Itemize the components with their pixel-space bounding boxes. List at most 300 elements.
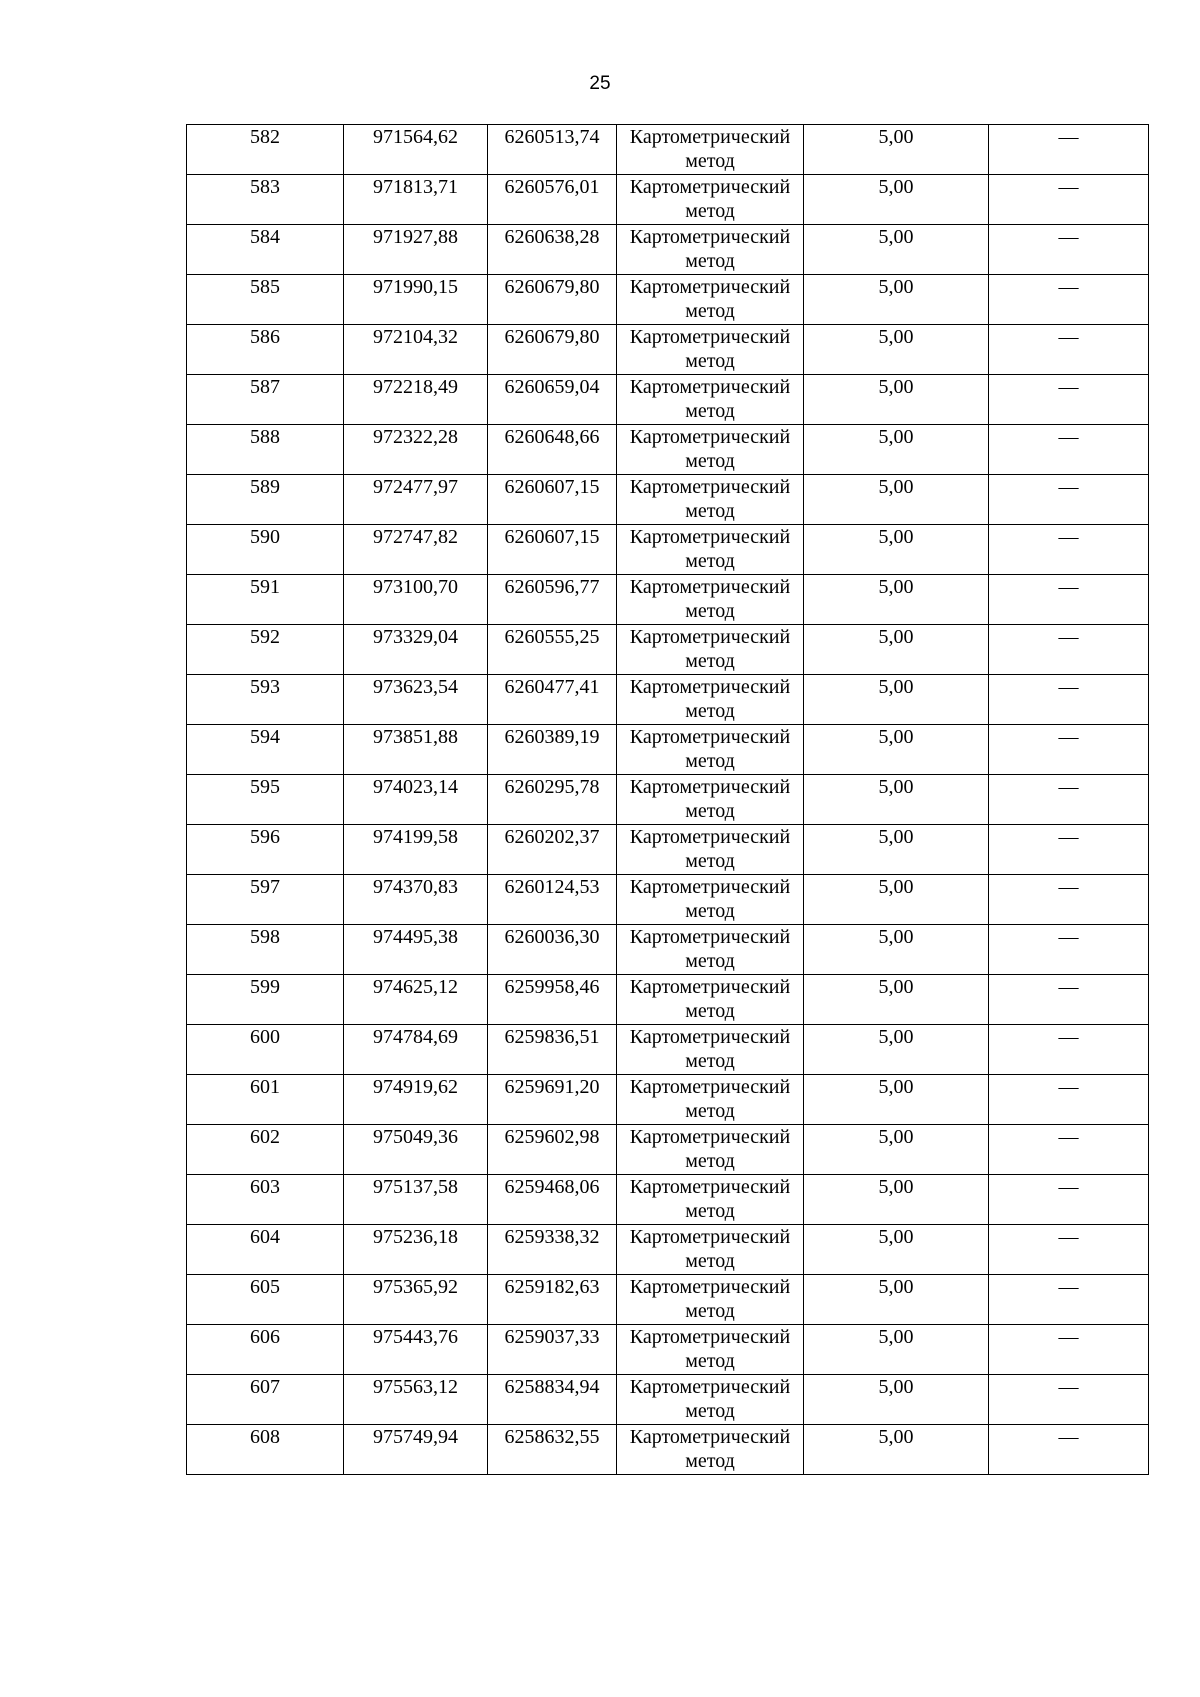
method-text: Картометрический метод: [629, 926, 791, 972]
coordinate-x-cell: [344, 675, 488, 725]
accuracy-text: 5,00: [878, 576, 914, 598]
coordinate-y-text: 6258834,94: [504, 1376, 600, 1398]
method-text: Картометрический метод: [629, 226, 791, 272]
coordinate-x-cell: [344, 1325, 488, 1375]
coordinate-x-text: 974199,58: [373, 826, 458, 848]
coordinate-x-text: 975365,92: [373, 1276, 458, 1298]
point-number-text: 582: [250, 126, 280, 148]
note-text: —: [1058, 1076, 1079, 1098]
note-text: —: [1058, 326, 1079, 348]
coordinate-x-cell: [344, 525, 488, 575]
coordinate-y-cell: [488, 925, 617, 975]
coordinate-y-text: 6259691,20: [504, 1076, 600, 1098]
coordinate-y-text: 6260036,30: [504, 926, 600, 948]
coordinate-y-cell: [488, 125, 617, 175]
note-text: —: [1058, 476, 1079, 498]
method-cell: [617, 375, 804, 425]
method-text: Картометрический метод: [629, 1176, 791, 1222]
accuracy-text: 5,00: [878, 176, 914, 198]
method-cell: [617, 725, 804, 775]
coordinate-x-text: 971927,88: [373, 226, 458, 248]
accuracy-cell: [804, 1075, 989, 1125]
method-cell: [617, 775, 804, 825]
table-row: [187, 1275, 1149, 1325]
accuracy-cell: [804, 925, 989, 975]
coordinate-x-text: 975236,18: [373, 1226, 458, 1248]
accuracy-text: 5,00: [878, 1026, 914, 1048]
note-cell: [989, 225, 1149, 275]
accuracy-cell: [804, 475, 989, 525]
coordinate-x-cell: [344, 975, 488, 1025]
method-text: Картометрический метод: [629, 1426, 791, 1472]
point-number-cell: [187, 1375, 344, 1425]
point-number-text: 587: [250, 376, 280, 398]
method-text: Картометрический метод: [629, 1376, 791, 1422]
accuracy-text: 5,00: [878, 276, 914, 298]
coordinate-y-cell: [488, 825, 617, 875]
accuracy-cell: [804, 675, 989, 725]
method-text: Картометрический метод: [629, 1126, 791, 1172]
note-text: —: [1058, 826, 1079, 848]
table-row: [187, 1175, 1149, 1225]
method-text: Картометрический метод: [629, 876, 791, 922]
accuracy-text: 5,00: [878, 1276, 914, 1298]
table-row: [187, 625, 1149, 675]
method-cell: [617, 325, 804, 375]
method-cell: [617, 125, 804, 175]
coordinate-x-cell: [344, 1225, 488, 1275]
note-text: —: [1058, 1326, 1079, 1348]
coordinate-y-cell: [488, 1425, 617, 1475]
point-number-text: 594: [250, 726, 280, 748]
coordinate-y-cell: [488, 325, 617, 375]
method-text: Картометрический метод: [629, 526, 791, 572]
point-number-cell: [187, 775, 344, 825]
table-row: [187, 425, 1149, 475]
method-cell: [617, 1125, 804, 1175]
coordinate-x-text: 972477,97: [373, 476, 458, 498]
table-row: [187, 675, 1149, 725]
method-cell: [617, 925, 804, 975]
accuracy-text: 5,00: [878, 976, 914, 998]
accuracy-cell: [804, 1175, 989, 1225]
note-cell: [989, 275, 1149, 325]
note-cell: [989, 1125, 1149, 1175]
point-number-cell: [187, 675, 344, 725]
note-text: —: [1058, 1176, 1079, 1198]
note-cell: [989, 1375, 1149, 1425]
point-number-text: 585: [250, 276, 280, 298]
method-text: Картометрический метод: [629, 776, 791, 822]
point-number-cell: [187, 725, 344, 775]
method-cell: [617, 1275, 804, 1325]
coordinate-y-text: 6260576,01: [504, 176, 600, 198]
coordinate-x-text: 971564,62: [373, 126, 458, 148]
table-row: [187, 775, 1149, 825]
accuracy-cell: [804, 825, 989, 875]
accuracy-cell: [804, 775, 989, 825]
coordinate-y-text: 6260477,41: [504, 676, 600, 698]
note-cell: [989, 675, 1149, 725]
note-text: —: [1058, 876, 1079, 898]
coordinate-y-text: 6260596,77: [504, 576, 600, 598]
method-cell: [617, 975, 804, 1025]
coordinate-y-text: 6260638,28: [504, 226, 600, 248]
coordinate-y-cell: [488, 675, 617, 725]
method-cell: [617, 675, 804, 725]
coordinate-y-text: 6260555,25: [504, 626, 600, 648]
note-cell: [989, 375, 1149, 425]
coordinate-y-text: 6259836,51: [504, 1026, 600, 1048]
point-number-text: 595: [250, 776, 280, 798]
table-row: [187, 875, 1149, 925]
coordinate-y-cell: [488, 1225, 617, 1275]
note-cell: [989, 1425, 1149, 1475]
coordinate-x-text: 975137,58: [373, 1176, 458, 1198]
method-cell: [617, 1225, 804, 1275]
coordinate-y-text: 6260389,19: [504, 726, 600, 748]
point-number-cell: [187, 925, 344, 975]
point-number-cell: [187, 175, 344, 225]
accuracy-cell: [804, 625, 989, 675]
coordinate-x-text: 973623,54: [373, 676, 458, 698]
note-cell: [989, 525, 1149, 575]
point-number-cell: [187, 575, 344, 625]
coordinate-x-text: 974023,14: [373, 776, 458, 798]
table-row: [187, 1325, 1149, 1375]
accuracy-text: 5,00: [878, 376, 914, 398]
coordinate-y-text: 6260648,66: [504, 426, 600, 448]
method-cell: [617, 225, 804, 275]
point-number-cell: [187, 1025, 344, 1075]
point-number-text: 589: [250, 476, 280, 498]
accuracy-text: 5,00: [878, 1426, 914, 1448]
method-text: Картометрический метод: [629, 326, 791, 372]
coordinate-x-cell: [344, 325, 488, 375]
method-cell: [617, 625, 804, 675]
point-number-cell: [187, 1125, 344, 1175]
coordinate-y-cell: [488, 175, 617, 225]
method-cell: [617, 525, 804, 575]
note-cell: [989, 325, 1149, 375]
accuracy-cell: [804, 1025, 989, 1075]
accuracy-text: 5,00: [878, 676, 914, 698]
method-text: Картометрический метод: [629, 376, 791, 422]
accuracy-cell: [804, 725, 989, 775]
coordinate-y-text: 6258632,55: [504, 1426, 600, 1448]
method-cell: [617, 1425, 804, 1475]
coordinate-x-text: 972104,32: [373, 326, 458, 348]
coordinate-y-cell: [488, 975, 617, 1025]
coordinate-y-text: 6259182,63: [504, 1276, 600, 1298]
table-row: [187, 825, 1149, 875]
coordinate-y-cell: [488, 1175, 617, 1225]
table-row: [187, 925, 1149, 975]
coordinate-y-text: 6260295,78: [504, 776, 600, 798]
coordinate-y-text: 6259468,06: [504, 1176, 600, 1198]
accuracy-text: 5,00: [878, 526, 914, 548]
note-text: —: [1058, 976, 1079, 998]
coordinate-x-text: 972218,49: [373, 376, 458, 398]
point-number-cell: [187, 425, 344, 475]
method-cell: [617, 475, 804, 525]
coordinate-x-text: 974370,83: [373, 876, 458, 898]
note-text: —: [1058, 1276, 1079, 1298]
coordinate-x-cell: [344, 275, 488, 325]
note-cell: [989, 875, 1149, 925]
coordinate-x-cell: [344, 1125, 488, 1175]
coordinate-y-cell: [488, 1375, 617, 1425]
point-number-cell: [187, 1425, 344, 1475]
accuracy-text: 5,00: [878, 826, 914, 848]
accuracy-cell: [804, 225, 989, 275]
note-cell: [989, 175, 1149, 225]
note-cell: [989, 925, 1149, 975]
note-text: —: [1058, 676, 1079, 698]
point-number-cell: [187, 1075, 344, 1125]
coordinate-x-text: 971990,15: [373, 276, 458, 298]
method-cell: [617, 1175, 804, 1225]
point-number-text: 603: [250, 1176, 280, 1198]
table-row: [187, 975, 1149, 1025]
method-text: Картометрический метод: [629, 726, 791, 772]
method-cell: [617, 175, 804, 225]
accuracy-text: 5,00: [878, 1076, 914, 1098]
method-cell: [617, 575, 804, 625]
note-text: —: [1058, 176, 1079, 198]
note-cell: [989, 1075, 1149, 1125]
accuracy-text: 5,00: [878, 1326, 914, 1348]
coordinate-y-cell: [488, 425, 617, 475]
point-number-cell: [187, 1275, 344, 1325]
coordinate-y-text: 6259037,33: [504, 1326, 600, 1348]
table-row: [187, 725, 1149, 775]
point-number-text: 599: [250, 976, 280, 998]
method-text: Картометрический метод: [629, 276, 791, 322]
point-number-text: 605: [250, 1276, 280, 1298]
method-text: Картометрический метод: [629, 1326, 791, 1372]
method-text: Картометрический метод: [629, 476, 791, 522]
point-number-text: 584: [250, 226, 280, 248]
method-cell: [617, 1075, 804, 1125]
method-text: Картометрический метод: [629, 1276, 791, 1322]
point-number-cell: [187, 525, 344, 575]
accuracy-text: 5,00: [878, 876, 914, 898]
accuracy-text: 5,00: [878, 726, 914, 748]
note-cell: [989, 775, 1149, 825]
page-number: 25: [589, 73, 611, 94]
note-cell: [989, 1325, 1149, 1375]
note-text: —: [1058, 726, 1079, 748]
coordinate-y-cell: [488, 575, 617, 625]
coordinate-y-cell: [488, 1075, 617, 1125]
method-text: Картометрический метод: [629, 576, 791, 622]
point-number-text: 592: [250, 626, 280, 648]
note-text: —: [1058, 576, 1079, 598]
accuracy-text: 5,00: [878, 776, 914, 798]
table-row: [187, 225, 1149, 275]
accuracy-cell: [804, 1375, 989, 1425]
method-cell: [617, 275, 804, 325]
table-row: [187, 375, 1149, 425]
accuracy-cell: [804, 575, 989, 625]
coordinate-y-cell: [488, 375, 617, 425]
coordinate-x-text: 975749,94: [373, 1426, 458, 1448]
coordinate-y-cell: [488, 775, 617, 825]
accuracy-cell: [804, 275, 989, 325]
point-number-text: 602: [250, 1126, 280, 1148]
note-cell: [989, 1025, 1149, 1075]
accuracy-text: 5,00: [878, 1126, 914, 1148]
accuracy-text: 5,00: [878, 126, 914, 148]
coordinate-y-text: 6260607,15: [504, 526, 600, 548]
table-row: [187, 1375, 1149, 1425]
table-row: [187, 175, 1149, 225]
coordinate-x-text: 973851,88: [373, 726, 458, 748]
table-row: [187, 1025, 1149, 1075]
coordinate-x-cell: [344, 1275, 488, 1325]
method-text: Картометрический метод: [629, 126, 791, 172]
method-cell: [617, 425, 804, 475]
coordinate-x-cell: [344, 575, 488, 625]
point-number-text: 586: [250, 326, 280, 348]
accuracy-cell: [804, 975, 989, 1025]
coordinate-y-cell: [488, 475, 617, 525]
accuracy-cell: [804, 1325, 989, 1375]
note-text: —: [1058, 1426, 1079, 1448]
coordinate-x-cell: [344, 125, 488, 175]
coordinate-x-cell: [344, 1025, 488, 1075]
note-text: —: [1058, 776, 1079, 798]
note-text: —: [1058, 926, 1079, 948]
coordinate-y-cell: [488, 1325, 617, 1375]
point-number-cell: [187, 625, 344, 675]
coordinate-y-cell: [488, 225, 617, 275]
coordinate-y-cell: [488, 1275, 617, 1325]
accuracy-cell: [804, 425, 989, 475]
method-text: Картометрический метод: [629, 626, 791, 672]
accuracy-cell: [804, 375, 989, 425]
table-row: [187, 1125, 1149, 1175]
coordinate-y-cell: [488, 1025, 617, 1075]
accuracy-cell: [804, 1275, 989, 1325]
point-number-cell: [187, 475, 344, 525]
note-cell: [989, 1175, 1149, 1225]
coordinate-x-text: 972322,28: [373, 426, 458, 448]
note-cell: [989, 825, 1149, 875]
table-row: [187, 475, 1149, 525]
coordinate-y-cell: [488, 525, 617, 575]
point-number-cell: [187, 275, 344, 325]
note-cell: [989, 1275, 1149, 1325]
method-text: Картометрический метод: [629, 176, 791, 222]
point-number-cell: [187, 125, 344, 175]
coordinate-y-cell: [488, 725, 617, 775]
point-number-cell: [187, 1325, 344, 1375]
coordinate-x-cell: [344, 775, 488, 825]
accuracy-text: 5,00: [878, 1176, 914, 1198]
coordinate-y-text: 6260124,53: [504, 876, 600, 898]
point-number-text: 597: [250, 876, 280, 898]
coordinate-x-text: 973329,04: [373, 626, 458, 648]
point-number-text: 588: [250, 426, 280, 448]
coordinate-x-cell: [344, 475, 488, 525]
point-number-text: 598: [250, 926, 280, 948]
accuracy-text: 5,00: [878, 926, 914, 948]
table-row: [187, 1225, 1149, 1275]
method-cell: [617, 825, 804, 875]
point-number-text: 591: [250, 576, 280, 598]
note-text: —: [1058, 426, 1079, 448]
coordinate-x-text: 974784,69: [373, 1026, 458, 1048]
note-text: —: [1058, 126, 1079, 148]
coordinate-y-cell: [488, 875, 617, 925]
table-row: [187, 325, 1149, 375]
coordinate-x-cell: [344, 625, 488, 675]
point-number-text: 607: [250, 1376, 280, 1398]
note-text: —: [1058, 526, 1079, 548]
coordinate-x-text: 975049,36: [373, 1126, 458, 1148]
coordinate-x-text: 973100,70: [373, 576, 458, 598]
note-cell: [989, 1225, 1149, 1275]
accuracy-text: 5,00: [878, 326, 914, 348]
coordinate-x-cell: [344, 925, 488, 975]
accuracy-text: 5,00: [878, 626, 914, 648]
method-text: Картометрический метод: [629, 426, 791, 472]
coordinate-y-text: 6260679,80: [504, 276, 600, 298]
coordinate-y-cell: [488, 1125, 617, 1175]
note-cell: [989, 125, 1149, 175]
point-number-text: 596: [250, 826, 280, 848]
accuracy-text: 5,00: [878, 226, 914, 248]
note-text: —: [1058, 276, 1079, 298]
coordinate-y-cell: [488, 625, 617, 675]
coordinate-x-text: 975443,76: [373, 1326, 458, 1348]
note-cell: [989, 625, 1149, 675]
coordinate-x-cell: [344, 825, 488, 875]
coordinate-x-cell: [344, 1075, 488, 1125]
point-number-text: 601: [250, 1076, 280, 1098]
point-number-text: 606: [250, 1326, 280, 1348]
table-row: [187, 1075, 1149, 1125]
table-row: [187, 525, 1149, 575]
coordinate-y-text: 6260679,80: [504, 326, 600, 348]
note-text: —: [1058, 1026, 1079, 1048]
method-text: Картометрический метод: [629, 676, 791, 722]
point-number-cell: [187, 1175, 344, 1225]
accuracy-text: 5,00: [878, 1376, 914, 1398]
coordinate-x-cell: [344, 1375, 488, 1425]
accuracy-cell: [804, 1125, 989, 1175]
coordinate-x-cell: [344, 1425, 488, 1475]
accuracy-cell: [804, 525, 989, 575]
coordinate-y-text: 6259338,32: [504, 1226, 600, 1248]
method-text: Картометрический метод: [629, 1026, 791, 1072]
table-row: [187, 575, 1149, 625]
coordinates-table: [186, 124, 1149, 1475]
coordinate-y-cell: [488, 275, 617, 325]
coordinate-y-text: 6260607,15: [504, 476, 600, 498]
coordinate-x-text: 971813,71: [373, 176, 458, 198]
note-text: —: [1058, 626, 1079, 648]
note-cell: [989, 975, 1149, 1025]
table-row: [187, 125, 1149, 175]
method-text: Картометрический метод: [629, 1076, 791, 1122]
coordinate-y-text: 6260513,74: [504, 126, 600, 148]
point-number-text: 583: [250, 176, 280, 198]
note-text: —: [1058, 1226, 1079, 1248]
accuracy-cell: [804, 125, 989, 175]
